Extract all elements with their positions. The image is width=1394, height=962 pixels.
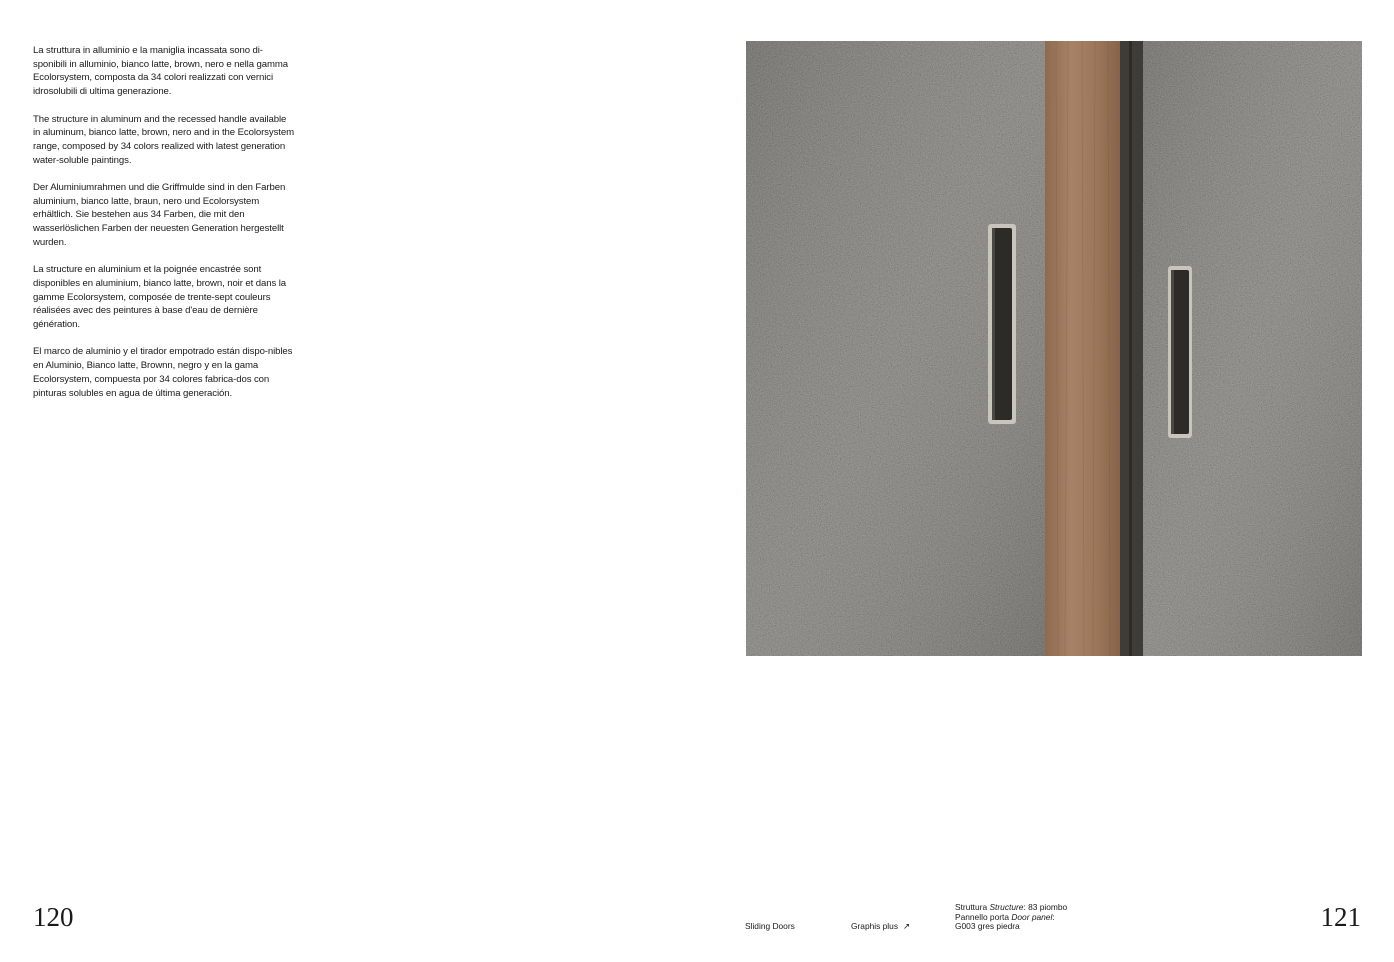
paragraph-spanish: El marco de aluminio y el tirador empotrado están dispo-nibles en Aluminio, Bianco latte, Brownn, negro y en la gama Ecolorsystem, compuesta por 34 colores fabrica-dos con pinturas solubles en agua de última generación.: [33, 346, 293, 399]
footer-section-label: Sliding Doors: [745, 921, 795, 931]
product-photo: [746, 41, 1362, 656]
panel-label-en: Door panel: [1011, 911, 1053, 922]
paragraph-french: La structure en aluminium et la poignée encastrée sont disponibles en aluminium, bianco latte, brown, noir et dans la gamme Ecolorsystem, composée de trente-sept couleurs réalisées avec des peintures à base d'eau de dernière génération.: [33, 264, 286, 331]
page-number-right: 121: [1320, 902, 1361, 932]
paragraph-italian: La struttura in alluminio e la maniglia incassata sono di-sponibili in alluminio, bianco latte, brown, nero e nella gamma Ecolorsystem, composta da 34 colori realizzati con vernici idrosolubili di ultima generazione.: [33, 45, 289, 98]
description-text: [33, 44, 295, 414]
panel-value: G003 gres piedra: [955, 921, 1020, 932]
structure-value: : 83 piombo: [1023, 902, 1068, 912]
paragraph-english: The structure in aluminum and the recessed handle available in aluminum, bianco latte, brown, nero and in the Ecolorsystem range, composed by 34 colors realized with latest generation water-soluble paintings.: [33, 113, 294, 166]
footer-spec: [955, 903, 1067, 932]
structure-label-en: Structure: [989, 902, 1024, 912]
product-name: Graphis plus: [851, 921, 899, 931]
footer-product-link[interactable]: [851, 922, 910, 932]
recessed-handle-right: [1168, 266, 1192, 438]
paragraph-german: Der Aluminiumrahmen und die Griffmulde sind in den Farben aluminium, bianco latte, braun, nero und Ecolorsystem erhältlich. Sie bestehen aus 34 Farben, die mit den wasserlöslichen Farben der neuesten Generation hergestellt wurden.: [33, 182, 286, 248]
recessed-handle-left: [988, 224, 1016, 424]
structure-label: Struttura: [955, 902, 988, 912]
page-number-left: 120: [33, 902, 74, 932]
panel-label: Pannello porta: [955, 911, 1010, 922]
panel-colon: :: [1052, 911, 1055, 922]
arrow-up-right-icon: ↗: [903, 921, 911, 931]
